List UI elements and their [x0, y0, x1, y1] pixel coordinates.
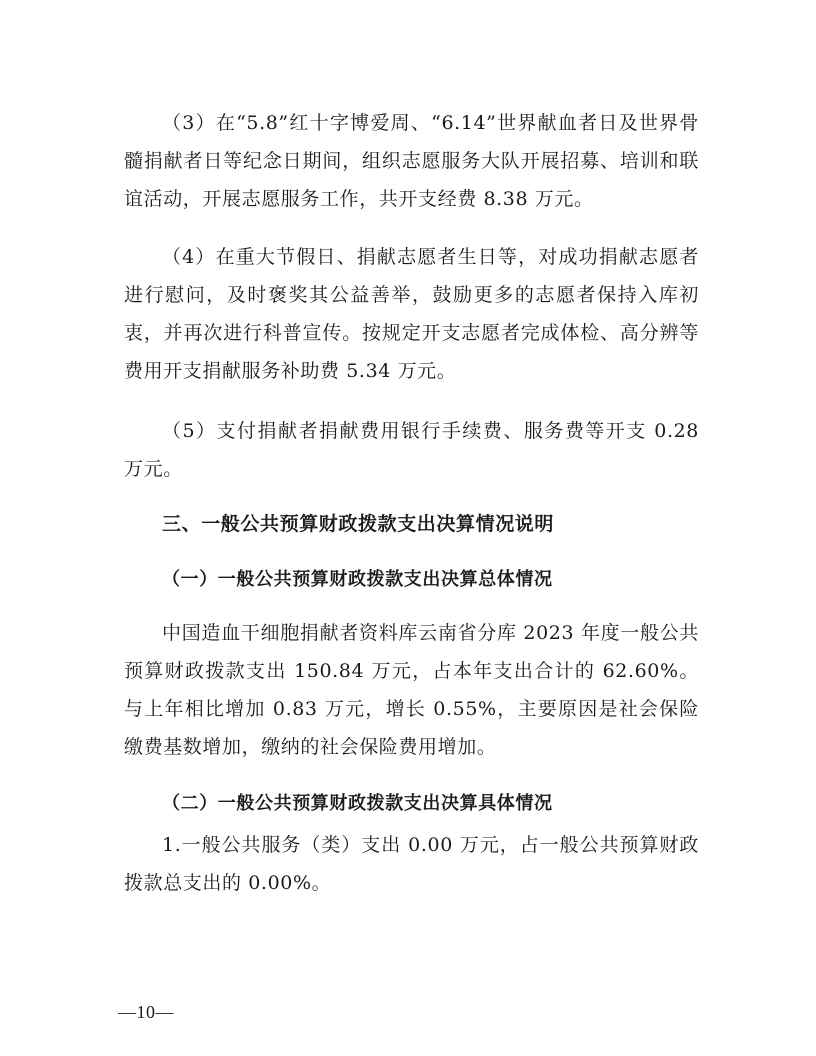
page-number: —10—: [118, 1002, 174, 1022]
paragraph-donor-condolence: （4）在重大节假日、捐献志愿者生日等，对成功捐献志愿者进行慰问，及时褒奖其公益善举，鼓励更多的志愿者保持入库初衷，并再次进行科普宣传。按规定开支志愿者完成体检、高分辨等费用开支捐献服务补助费 5.34 万元。: [124, 246, 699, 382]
paragraph-bank-fees: （5）支付捐献者捐献费用银行手续费、服务费等开支 0.28 万元。: [124, 420, 699, 480]
paragraph-overall-expenditure: 中国造血干细胞捐献者资料库云南省分库 2023 年度一般公共预算财政拨款支出 150.84 万元，占本年支出合计的 62.60%。与上年相比增加 0.83 万元，增长 0.55%，主要原因是社会保险缴费基数增加，缴纳的社会保险费用增加。: [124, 622, 699, 758]
paragraph-general-public-services: 1.一般公共服务（类）支出 0.00 万元，占一般公共预算财政拨款总支出的 0.00%。: [124, 834, 699, 894]
sub-heading-detail: （二）一般公共预算财政拨款支出决算具体情况: [162, 793, 553, 814]
sub-heading-overall: （一）一般公共预算财政拨款支出决算总体情况: [162, 569, 553, 590]
paragraph-volunteer-activities: （3）在“5.8”红十字博爱周、“6.14”世界献血者日及世界骨髓捐献者日等纪念日期间，组织志愿服务大队开展招募、培训和联谊活动，开展志愿服务工作，共开支经费 8.38 万元。: [124, 112, 699, 210]
section-heading: 三、一般公共预算财政拨款支出决算情况说明: [162, 513, 555, 535]
